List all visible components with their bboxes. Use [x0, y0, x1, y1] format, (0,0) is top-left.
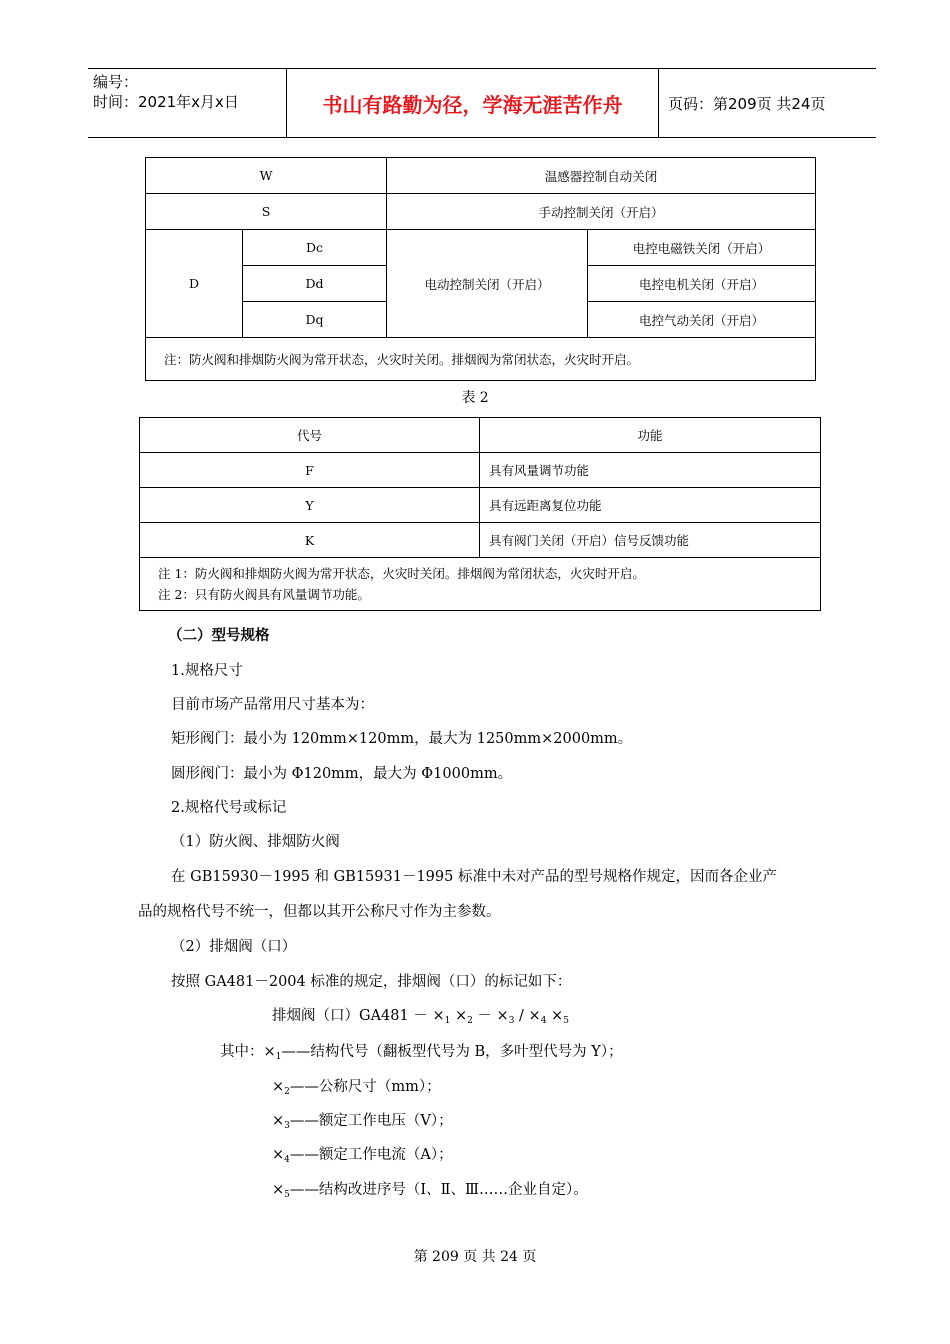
legend-subscript: 3 [284, 1121, 290, 1131]
table-cell-subdesc: 电控电磁铁关闭（开启） [588, 230, 816, 266]
table-cell-code: K [140, 523, 480, 558]
table-cell-desc: 具有远距离复位功能 [480, 488, 821, 523]
header-meta [88, 69, 286, 137]
legend-subscript: 2 [284, 1087, 290, 1097]
legend-lead: × [272, 1113, 285, 1129]
legend-item [272, 1143, 453, 1165]
paragraph: （2）排烟阀（口） [171, 939, 297, 955]
table-cell-desc: 手动控制关闭（开启） [387, 194, 816, 230]
header-number: 编号： [93, 73, 139, 91]
table-cell-subcode: Dq [243, 302, 387, 338]
table-1 [145, 157, 816, 381]
page-header [88, 68, 876, 138]
table-row [146, 338, 816, 381]
header-page-info: 页码：第209页 共24页 [668, 94, 826, 113]
marking-formula [272, 1004, 569, 1026]
legend-text: ——额定工作电流（A）； [289, 1147, 453, 1163]
legend-subscript: 1 [275, 1052, 282, 1062]
table-cell-group-code: D [146, 230, 243, 338]
column-header: 功能 [480, 418, 821, 453]
legend-lead: × [272, 1079, 285, 1095]
formula-subscript: 4 [540, 1016, 547, 1026]
section-title: （二）型号规格 [168, 628, 270, 644]
formula-part: － × [472, 1008, 509, 1024]
table-cell-group-desc: 电动控制关闭（开启） [387, 230, 588, 338]
formula-subscript: 5 [563, 1016, 569, 1026]
formula-subscript: 2 [467, 1016, 473, 1026]
table-row [140, 488, 821, 523]
table-row [140, 523, 821, 558]
paragraph: 品的规格代号不统一，但都以其开公称尺寸作为主参数。 [138, 904, 501, 920]
table-note [140, 558, 821, 611]
paragraph: 圆形阀门：最小为 Φ120mm，最大为 Φ1000mm。 [171, 766, 513, 782]
table-note-1: 注 1：防火阀和排烟防火阀为常开状态，火灾时关闭。排烟阀为常闭状态，火灾时开启。 [158, 566, 645, 581]
legend-subscript: 5 [284, 1190, 290, 1200]
table-cell-desc: 具有阀门关闭（开启）信号反馈功能 [480, 523, 821, 558]
table-note-2: 注 2：只有防火阀具有风量调节功能。 [158, 587, 370, 602]
table-row [140, 453, 821, 488]
column-header: 代号 [140, 418, 480, 453]
table-note: 注：防火阀和排烟防火阀为常开状态，火灾时关闭。排烟阀为常闭状态，火灾时开启。 [146, 338, 816, 381]
table-cell-desc: 具有风量调节功能 [480, 453, 821, 488]
legend-text: ——公称尺寸（mm）； [289, 1079, 441, 1095]
legend-text: ——结构改进序号（Ⅰ、Ⅱ、Ⅲ……企业自定）。 [289, 1182, 588, 1198]
table-header-row [140, 418, 821, 453]
paragraph: 矩形阀门：最小为 120mm×120mm，最大为 1250mm×2000mm。 [171, 731, 633, 747]
table-2 [139, 417, 821, 611]
legend-item [220, 1040, 623, 1062]
page-footer: 第 209 页 共 24 页 [413, 1249, 537, 1265]
table-cell-code: W [146, 158, 387, 194]
legend-text: ——额定工作电压（V）； [289, 1113, 453, 1129]
formula-part: × [546, 1008, 564, 1024]
legend-lead: 其中：× [220, 1044, 276, 1060]
table-cell-subcode: Dd [243, 266, 387, 302]
paragraph: 按照 GA481－2004 标准的规定，排烟阀（口）的标记如下： [171, 974, 572, 990]
table-cell-subdesc: 电控电机关闭（开启） [588, 266, 816, 302]
legend-item [272, 1178, 588, 1200]
table-cell-code: F [140, 453, 480, 488]
table-2-caption: 表 2 [461, 390, 489, 406]
formula-subscript: 3 [508, 1016, 515, 1026]
formula-part: 排烟阀（口）GA481 － × [272, 1008, 445, 1024]
table-row [146, 230, 816, 266]
table-cell-desc: 温感器控制自动关闭 [387, 158, 816, 194]
paragraph: 在 GB15930－1995 和 GB15931－1995 标准中未对产品的型号规格作规定，因而各企业产 [171, 869, 777, 885]
table-cell-subdesc: 电控气动关闭（开启） [588, 302, 816, 338]
paragraph: 1.规格尺寸 [171, 663, 243, 679]
paragraph: 目前市场产品常用尺寸基本为： [171, 697, 374, 713]
paragraph: 2.规格代号或标记 [171, 800, 287, 816]
formula-part: / × [514, 1008, 541, 1024]
header-time: 时间：2021年x月x日 [93, 93, 239, 111]
table-cell-code: S [146, 194, 387, 230]
table-row [146, 158, 816, 194]
legend-item [272, 1109, 453, 1131]
legend-text: ——结构代号（翻板型代号为 B，多叶型代号为 Y）； [281, 1044, 623, 1060]
header-divider [658, 69, 659, 137]
legend-item [272, 1075, 441, 1097]
legend-lead: × [272, 1182, 285, 1198]
legend-lead: × [272, 1147, 285, 1163]
formula-part: × [450, 1008, 468, 1024]
table-cell-subcode: Dc [243, 230, 387, 266]
legend-subscript: 4 [284, 1155, 290, 1165]
paragraph: （1）防火阀、排烟防火阀 [171, 834, 340, 850]
table-row [146, 194, 816, 230]
table-cell-code: Y [140, 488, 480, 523]
table-row [140, 558, 821, 611]
header-motto: 书山有路勤为径，学海无涯苦作舟 [322, 92, 623, 117]
formula-subscript: 1 [444, 1016, 451, 1026]
